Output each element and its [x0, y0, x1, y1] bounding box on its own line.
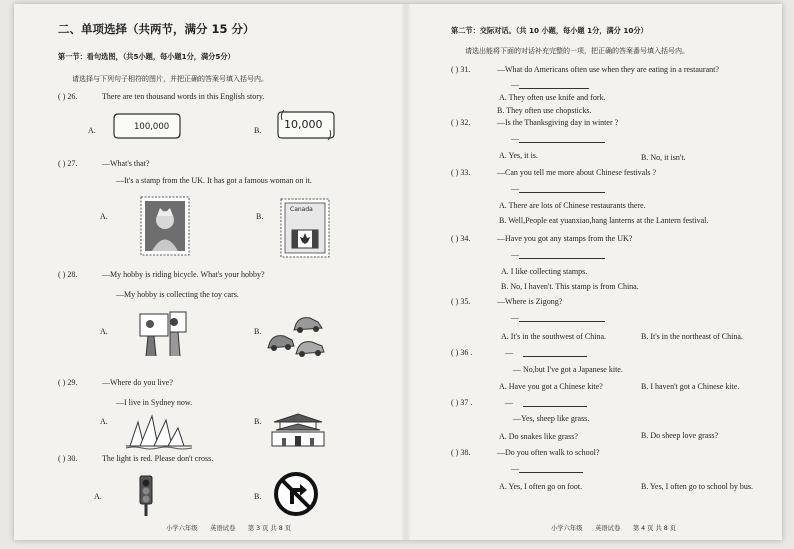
q37-number: ( ) 37 . — [451, 398, 473, 407]
q36-response: — No,but I've got a Japanese kite. — [513, 365, 623, 374]
q35-option-b: B. It's in the northeast of China. — [641, 332, 743, 341]
q29-option-b: B. — [254, 417, 262, 426]
q26-option-a: A. — [88, 126, 96, 135]
q34-question: —Have you got any stamps from the UK? — [497, 234, 633, 243]
q36-option-b: B. I haven't got a Chinese kite. — [641, 382, 740, 391]
q26-number: ( ) 26. — [58, 92, 78, 101]
q33-dash: — — [511, 184, 519, 193]
q31-dash: — — [511, 80, 519, 89]
people-painting-image — [136, 310, 190, 363]
part-one-title: 第一节：看句选图，（共5小题，每小题1分，满分5分） — [58, 52, 235, 61]
q35-question: —Where is Zigong? — [497, 297, 563, 306]
q32-number: ( ) 32. — [451, 118, 471, 127]
q37-answer-blank — [523, 406, 587, 407]
q34-answer-blank — [519, 258, 605, 259]
q32-question: —Is the Thanksgiving day in winter ? — [497, 118, 619, 127]
q28-line1: —My hobby is riding bicycle. What's your hobby? — [102, 270, 265, 279]
q34-dash: — — [511, 250, 519, 259]
tiananmen-image — [268, 410, 328, 453]
q37-response: —Yes, sheep like grass. — [513, 414, 590, 423]
q32-answer-blank — [519, 142, 605, 143]
q30-number: ( ) 30. — [58, 454, 78, 463]
q32-option-a: A. Yes, it is. — [499, 151, 538, 160]
q28-line2: —My hobby is collecting the toy cars. — [116, 290, 239, 299]
q38-dash: — — [511, 464, 519, 473]
canada-stamp-label: Canada — [290, 206, 313, 213]
q35-answer-blank — [519, 321, 605, 322]
q33-question: —Can you tell me more about Chinese festivals ? — [497, 168, 657, 177]
q28-option-b: B. — [254, 327, 262, 336]
q38-number: ( ) 38. — [451, 448, 471, 457]
q27-line1: —What's that? — [102, 159, 150, 168]
q33-number: ( ) 33. — [451, 168, 471, 177]
scroll-a-number: 100,000 — [134, 122, 170, 132]
q31-option-a: A. They often use knife and fork. — [499, 93, 606, 102]
q29-number: ( ) 29. — [58, 378, 78, 387]
right-page — [409, 4, 782, 540]
q33-option-b: B. Well,People eat yuanxiao,hang lanterns at the Lantern festival. — [499, 216, 709, 225]
q35-number: ( ) 35. — [451, 297, 471, 306]
q37-option-a: A. Do snakes like grass? — [499, 432, 578, 441]
q35-option-a: A. It's in the southwest of China. — [501, 332, 606, 341]
q36-option-a: A. Have you got a Chinese kite? — [499, 382, 603, 391]
q32-option-b: B. No, it isn't. — [641, 153, 686, 162]
part-two-title: 第二节：交际对话。（共 10 小题，每小题 1分，满分 10分） — [451, 26, 648, 35]
toy-cars-image — [266, 314, 330, 365]
q36-dash: — — [505, 348, 513, 357]
q30-text: The light is red. Please don't cross. — [102, 454, 214, 463]
scroll-b-number: 10,000 — [284, 118, 323, 131]
q38-option-b: B. Yes, I often go to school by bus. — [641, 482, 754, 491]
left-page — [14, 4, 404, 540]
part-one-instruction: 请选择与下列句子相符的图片，并把正确的答案号填入括号内。 — [72, 75, 268, 83]
q27-option-b: B. — [256, 212, 264, 221]
q26-option-b: B. — [254, 126, 262, 135]
q30-option-a: A. — [94, 492, 102, 501]
q34-number: ( ) 34. — [451, 234, 471, 243]
q30-option-b: B. — [254, 492, 262, 501]
q27-line2: —It's a stamp from the UK. It has got a famous woman on it. — [116, 176, 312, 185]
q29-option-a: A. — [100, 417, 108, 426]
q28-option-a: A. — [100, 327, 108, 336]
right-footer: 小学六年级 英语试卷 第 4 页 共 8 页 — [551, 525, 677, 532]
q29-line2: —I live in Sydney now. — [116, 398, 193, 407]
section-title: 二、单项选择（共两节，满分 15 分） — [58, 22, 255, 36]
q37-option-b: B. Do sheep love grass? — [641, 431, 719, 440]
q34-option-b: B. No, I haven't. This stamp is from China. — [501, 282, 639, 291]
q38-option-a: A. Yes, I often go on foot. — [499, 482, 583, 491]
exam-paper — [14, 4, 782, 540]
traffic-light-image — [138, 474, 154, 523]
q33-option-a: A. There are lots of Chinese restaurants there. — [499, 201, 646, 210]
queen-stamp-image — [140, 196, 190, 261]
q37-dash: — — [505, 398, 513, 407]
q36-number: ( ) 36 . — [451, 348, 473, 357]
q27-option-a: A. — [100, 212, 108, 221]
q31-number: ( ) 31. — [451, 65, 471, 74]
q33-answer-blank — [519, 192, 605, 193]
left-footer: 小学六年级 英语试卷 第 3 页 共 8 页 — [166, 525, 292, 532]
q31-option-b: B. They often use chopsticks. — [497, 106, 592, 115]
q35-dash: — — [511, 313, 519, 322]
sydney-opera-house-image — [126, 408, 192, 455]
q34-option-a: A. I like collecting stamps. — [501, 267, 588, 276]
q29-line1: —Where do you live? — [102, 378, 173, 387]
q36-answer-blank — [523, 356, 587, 357]
part-two-instruction: 请选出能将下面的对话补充完整的一项，把正确的答案番号填入括号内。 — [465, 47, 689, 55]
q38-answer-blank — [519, 472, 583, 473]
q38-question: —Do you often walk to school? — [497, 448, 600, 457]
q31-answer-blank — [519, 88, 589, 89]
q32-dash: — — [511, 134, 519, 143]
q26-text: There are ten thousand words in this English story. — [102, 92, 265, 101]
no-right-turn-sign-image — [274, 472, 318, 521]
q28-number: ( ) 28. — [58, 270, 78, 279]
q31-question: —What do Americans often use when they are eating in a restaurant? — [497, 65, 719, 74]
q27-number: ( ) 27. — [58, 159, 78, 168]
